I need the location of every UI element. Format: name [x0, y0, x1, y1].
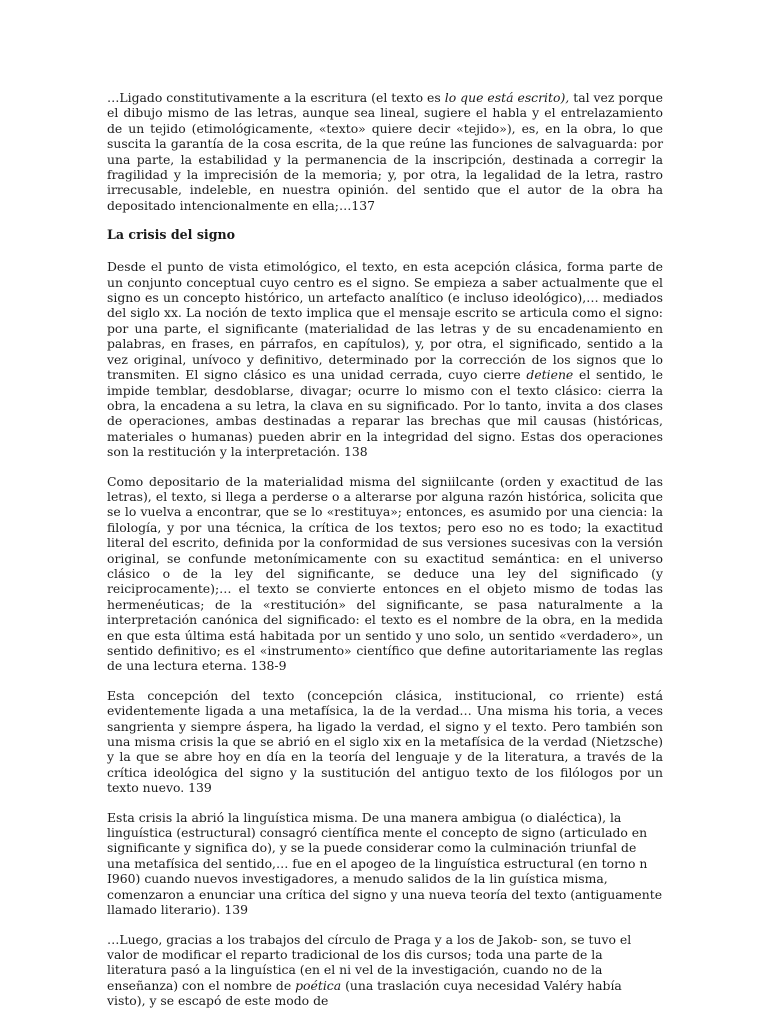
text-run: Esta concepción del texto (concepción clásica, institucional, co rriente) está evidentemente ligada a una metafísica, la de la verdad… Una misma his toria, a veces sangrienta y siempre áspera, ha ligado la verdad, el signo y el texto. Pero también son una misma crisis la que se abrió en el siglo xix en la metafísica de la verdad (Nietzsche) y la que se abre hoy en día en la teoría del lenguaje y de la literatura, a través de la crítica ideológica del signo y la sustitución del antiguo texto de los filólogos por un texto nuevo. 139	[107, 687, 663, 796]
paragraph-linguistics-crisis	[107, 810, 663, 918]
italic-text-run: detiene	[526, 367, 574, 383]
italic-text-run: poética	[295, 977, 342, 993]
paragraph-metaphysics	[107, 688, 663, 796]
paragraph-prague-circle	[107, 932, 663, 1009]
text-run: Esta crisis la abrió la linguística misma. De una manera ambigua (o dialéctica), la linguística (estructural) consagró científica mente el concepto de signo (articulado en significante y significa do), y se la puede considerar como la culminación triunfal de una metafísica del sentido,… fue en el apogeo de la linguística estructural (en torno n I960) cuando nuevos investigadores, a menudo salidos de la lin guística misma, comenzaron a enunciar una crítica del signo y una nueva teoría del texto (antiguamente llamado literario). 139	[107, 809, 663, 918]
text-run: el sentido, le impide temblar, desdoblarse, divagar; ocurre lo mismo con el texto clásico: cierra la obra, la encadena a su letra, la clava en su significado. Por lo tanto, invita a dos clases de operaciones, ambas destinadas a reparar las brechas que mil causas (históricas, materiales o humanas) pueden abrir en la integridad del signo. Estas dos operaciones son la restitución y la interpretación. 138	[107, 367, 664, 460]
section-heading: La crisis del signo	[107, 227, 236, 243]
paragraph-etymology	[107, 259, 663, 459]
text-run: (una traslación cuya necesidad Valéry había visto), y se escapó de este modo de	[107, 977, 622, 1009]
text-run: Desde el punto de vista etimológico, el texto, en esta acepción clásica, forma parte de un conjunto conceptual cuyo centro es el signo. Se empieza a saber actualmente que el signo es un concepto histórico, un artefacto analítico (e incluso ideológico),… mediados del siglo xx. La noción de texto implica que el mensaje escrito se articula como el signo: por una parte, el significante (materialidad de las letras y de su encadenamiento en palabras, en frases, en párrafos, en capítulos), y, por otra, el significado, sentido a la vez original, unívoco y definitivo, determinado por la corrección de los signos que lo transmiten. El signo clásico es una unidad cerrada, cuyo cierre	[107, 259, 663, 383]
paragraph-depositary	[107, 474, 663, 674]
text-run: tal vez porque el dibujo mismo de las letras, aunque sea lineal, sugiere el habla y el entrelazamiento de un tejido (etimológicamente, «texto» quiere decir «tejido»), es, en la obra, lo que suscita la garantía de la cosa escrita, de la que reúne las funciones de salvaguarda: por una parte, la estabilidad y la permanencia de la inscripción, destinada a corregir la fragilidad y la imprecisión de la memoria; y, por otra, la legalidad de la letra, rastro irrecusable, indeleble, en nuestra opinión. del sentido que el autor de la obra ha depositado intencionalmente en ella;…137	[107, 90, 663, 213]
italic-text-run: lo que está escrito),	[444, 90, 570, 105]
paragraph-intro	[107, 90, 663, 213]
text-run: …Luego, gracias a los trabajos del círculo de Praga y a los de Jakob- son, se tuvo el valor de modificar el reparto tradicional de los dis cursos; toda una parte de la literatura pasó a la linguística (en el ni vel de la investigación, cuando no de la enseñanza) con el nombre de	[107, 931, 632, 993]
text-run: Como depositario de la materialidad misma del signiilcante (orden y exactitud de las letras), el texto, si llega a perderse o a alterarse por alguna razón histórica, solicita que se lo vuelva a encontrar, que se lo «restituya»; entonces, es asumido por una ciencia: la filología, y por una técnica, la crítica de los textos; pero eso no es todo; la exactitud literal del escrito, definida por la conformidad de sus versiones sucesivas con la versión original, se confunde metonímicamente con su exactitud semántica: en el universo clásico o de la ley del significante, se deduce una ley del significado (y reiciprocamente);… el texto se convierte entonces en el objeto mismo de todas las hermenéuticas; de la «restitución» del significante, se pasa naturalmente a la interpretación canónica del significado: el texto es el nombre de la obra, en la medida en que esta última está habitada por un sentido y uno solo, un sentido «verdadero», un sentido definitivo; es el «instrumento» científico que define autoritariamente las reglas de una lectura eterna. 138-9	[107, 473, 663, 674]
text-run: …Ligado constitutivamente a la escritura (el texto es	[107, 90, 445, 105]
